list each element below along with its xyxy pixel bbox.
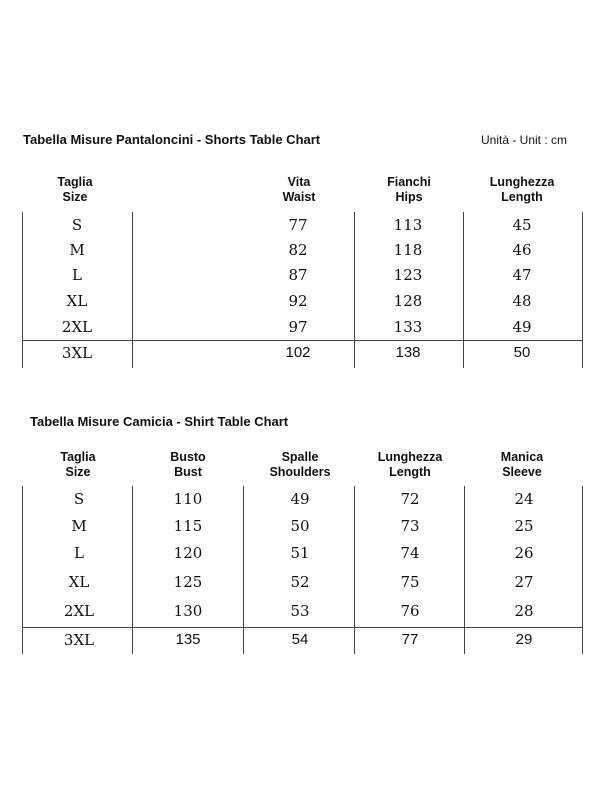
shirt-header-sleeve-it: Manica	[500, 450, 544, 464]
shirt-header-bust	[153, 450, 223, 480]
shirt-cell-length: 72	[400, 490, 420, 508]
unit-label: Unità - Unit : cm	[481, 133, 568, 147]
shorts-cell-size: XL	[66, 292, 88, 310]
shorts-grid-line	[132, 212, 133, 368]
shirt-grid-line	[464, 486, 465, 654]
shirt-header-bust-it: Busto	[170, 450, 206, 464]
shorts-cell-length: 46	[512, 241, 532, 259]
shorts-cell-size: L	[72, 266, 82, 284]
shirt-cell-size: M	[71, 517, 87, 535]
shirt-cell-bust: 135	[175, 631, 201, 648]
shorts-cell-length: 50	[513, 344, 531, 361]
shorts-cell-hips: 113	[393, 216, 423, 234]
shirt-cell-shoulders: 49	[290, 490, 310, 508]
shorts-header-length-it: Lunghezza	[489, 175, 555, 189]
shorts-header-length-en: Length	[501, 190, 543, 204]
shirt-grid-line	[132, 486, 133, 654]
shirt-cell-shoulders: 51	[290, 544, 310, 562]
shorts-cell-waist: 82	[288, 241, 308, 259]
shorts-cell-waist: 87	[288, 266, 308, 284]
shirt-cell-sleeve: 25	[514, 517, 534, 535]
shorts-grid-line	[22, 340, 583, 341]
shirt-grid-line	[354, 486, 355, 654]
shirt-cell-size: 3XL	[63, 631, 95, 649]
shirt-cell-shoulders: 54	[291, 631, 309, 648]
shirt-cell-sleeve: 26	[514, 544, 534, 562]
shorts-cell-waist: 92	[288, 292, 308, 310]
shirt-header-shoulders	[260, 450, 340, 480]
shorts-cell-hips: 118	[393, 241, 423, 259]
shirt-cell-sleeve: 27	[514, 573, 534, 591]
shorts-cell-size: 3XL	[61, 344, 93, 362]
shirt-header-size-it: Taglia	[60, 450, 96, 464]
shorts-header-size-en: Size	[62, 190, 88, 204]
shorts-cell-waist: 77	[288, 216, 308, 234]
shorts-cell-hips: 138	[395, 344, 421, 361]
shorts-cell-hips: 128	[393, 292, 423, 310]
shorts-cell-hips: 133	[393, 318, 423, 336]
shorts-header-hips-it: Fianchi	[387, 175, 431, 189]
shirt-header-shoulders-en: Shoulders	[269, 465, 331, 479]
shirt-cell-shoulders: 52	[290, 573, 310, 591]
shirt-header-size	[43, 450, 113, 480]
shirt-grid-line	[22, 486, 23, 654]
shorts-cell-length: 45	[512, 216, 532, 234]
shorts-cell-size: M	[69, 241, 85, 259]
shirt-cell-length: 73	[400, 517, 420, 535]
shirt-cell-bust: 120	[173, 544, 203, 562]
shirt-cell-bust: 115	[173, 517, 203, 535]
shirt-header-shoulders-it: Spalle	[281, 450, 319, 464]
shirt-cell-size: XL	[68, 573, 90, 591]
shirt-cell-shoulders: 50	[290, 517, 310, 535]
shorts-cell-length: 47	[512, 266, 532, 284]
shorts-cell-waist: 102	[285, 344, 311, 361]
shirt-cell-sleeve: 28	[514, 602, 534, 620]
shirt-header-bust-en: Bust	[174, 465, 202, 479]
shirt-header-sleeve	[487, 450, 557, 480]
shirt-grid-line	[582, 486, 583, 654]
shorts-grid-line	[582, 212, 583, 368]
shirt-cell-length: 75	[400, 573, 420, 591]
shorts-cell-size: S	[71, 216, 83, 234]
shirt-cell-bust: 130	[173, 602, 203, 620]
shorts-cell-length: 49	[512, 318, 532, 336]
shirt-cell-bust: 110	[173, 490, 203, 508]
shirt-header-sleeve-en: Sleeve	[502, 465, 542, 479]
shirt-cell-length: 76	[400, 602, 420, 620]
shirt-table-title: Tabella Misure Camicia - Shirt Table Chart	[30, 414, 289, 429]
shorts-header-waist-it: Vita	[287, 175, 311, 189]
shirt-cell-size: S	[73, 490, 85, 508]
shorts-header-size	[40, 175, 110, 205]
shorts-grid-line	[22, 212, 23, 368]
shirt-cell-length: 74	[400, 544, 420, 562]
shorts-header-length	[477, 175, 567, 205]
shirt-cell-shoulders: 53	[290, 602, 310, 620]
shirt-cell-length: 77	[401, 631, 419, 648]
shorts-header-size-it: Taglia	[57, 175, 93, 189]
shirt-grid-line	[243, 486, 244, 654]
shorts-header-hips-en: Hips	[395, 190, 423, 204]
shorts-header-hips	[374, 175, 444, 205]
shirt-grid-line	[22, 627, 583, 628]
shorts-cell-waist: 97	[288, 318, 308, 336]
shorts-table-title: Tabella Misure Pantaloncini - Shorts Table Chart	[23, 132, 321, 147]
shorts-cell-length: 48	[512, 292, 532, 310]
shirt-header-length	[365, 450, 455, 480]
shirt-cell-size: 2XL	[63, 602, 95, 620]
shorts-cell-hips: 123	[393, 266, 423, 284]
shorts-grid-line	[354, 212, 355, 368]
shirt-cell-size: L	[74, 544, 84, 562]
shorts-header-waist	[264, 175, 334, 205]
shirt-cell-sleeve: 24	[514, 490, 534, 508]
shorts-grid-line	[463, 212, 464, 368]
shirt-header-length-en: Length	[389, 465, 431, 479]
shorts-header-waist-en: Waist	[282, 190, 316, 204]
shirt-header-length-it: Lunghezza	[377, 450, 443, 464]
shorts-cell-size: 2XL	[61, 318, 93, 336]
shirt-cell-sleeve: 29	[515, 631, 533, 648]
shirt-cell-bust: 125	[173, 573, 203, 591]
shirt-header-size-en: Size	[65, 465, 91, 479]
